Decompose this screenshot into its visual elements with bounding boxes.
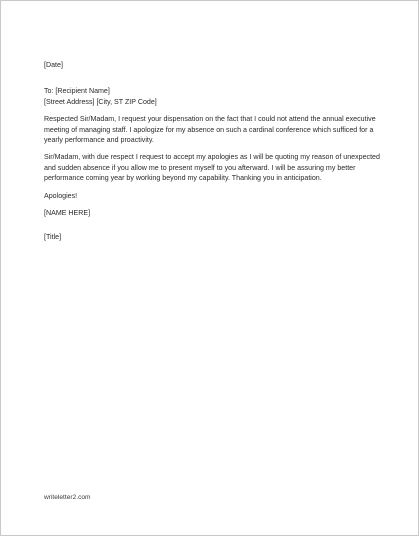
recipient-name-line: To: [Recipient Name] [44, 87, 110, 96]
letter-paragraph-2: Sir/Madam, with due respect I request to accept my apologies as I will be quoting my reason of unexpected and sudden absence if you allow me to present myself to you afterward. I will be assuring my better performance coming year by working beyond my capability. Thanking you in anticipation. [44, 153, 380, 183]
letter-closing: Apologies! [44, 191, 78, 200]
sender-name: [NAME HERE] [44, 209, 91, 218]
footer-site-link[interactable]: writeletter2.com [44, 494, 91, 501]
letter-body [44, 60, 389, 243]
recipient-address-block [44, 86, 389, 107]
sender-title: [Title] [44, 233, 62, 242]
recipient-address-line: [Street Address] [City, ST ZIP Code] [44, 97, 157, 106]
letter-date: [Date] [44, 61, 63, 69]
letter-paragraph-1: Respected Sir/Madam, I request your dispensation on the fact that I could not attend the annual executive meeting of managing staff. I apologize for my absence on such a cardinal conference which sufficed for a yearly performance and proactivity. [44, 115, 376, 145]
